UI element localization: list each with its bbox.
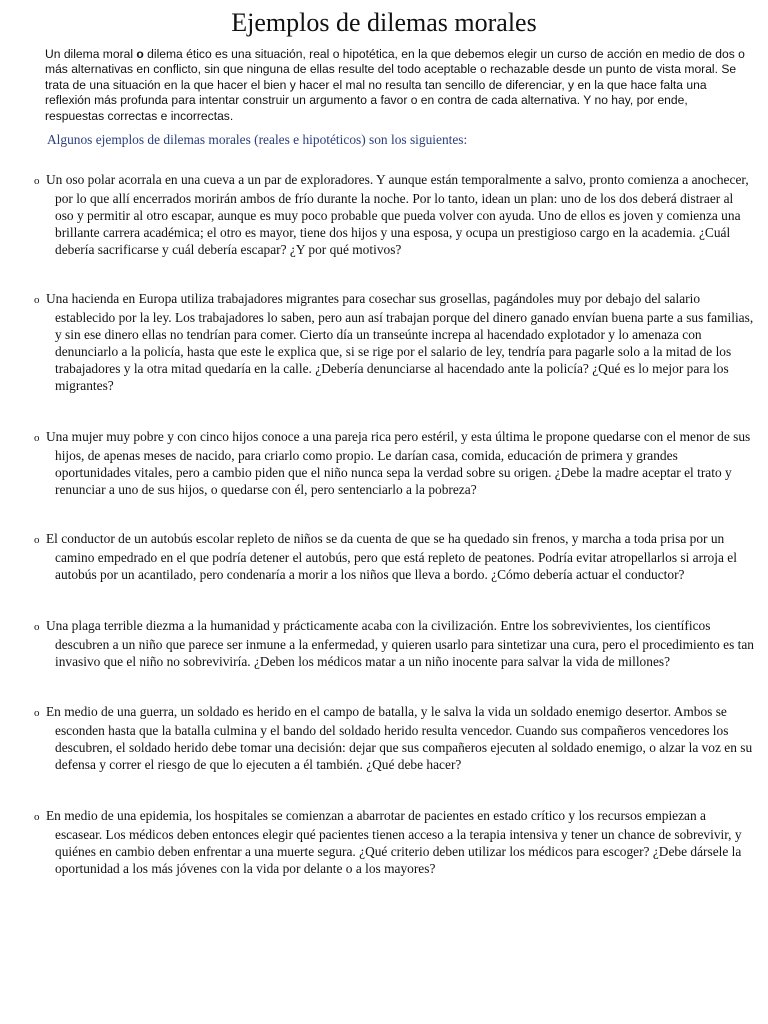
bullet-icon: o	[34, 534, 40, 546]
dilemma-item-polar-bear	[34, 171, 755, 258]
dilemma-item-plague	[34, 617, 755, 670]
intro-text-rest: dilema ético es una situación, real o hipotética, en la que debemos elegir un curso de acción en medio de dos o más alternativas en conflicto, sin que ninguna de ellas resulte del todo aceptable o rechazable desde un punto de vista moral. Se trata de una situación en la que hacer el bien y hacer el mal no resulta tan sencillo de diferenciar, y en la que hace falta una reflexión más profunda para intentar construir un argumento a favor o en contra de cada alternativa. Y no hay, por ende, respuestas correctas e incorrectas.	[45, 47, 745, 123]
dilemma-item-school-bus	[34, 530, 755, 583]
dilemma-item-adoption	[34, 428, 755, 498]
dilemma-text: Una plaga terrible diezma a la humanidad y prácticamente acaba con la civilización. Entre los sobrevivientes, los científicos descubren a un niño que parece ser inmune a la enfermedad, y quieren usarlo para sintetizar una cura, pero el procedimiento es tan invasivo que el niño no sobreviviría. ¿Deben los médicos matar a un niño inocente para salvar la vida de millones?	[46, 618, 754, 669]
bullet-icon: o	[34, 175, 40, 187]
dilemma-text: En medio de una epidemia, los hospitales se comienzan a abarrotar de pacientes en estado crítico y los recursos empiezan a escasear. Los médicos deben entonces elegir qué pacientes tienen acceso a la terapia intensiva y tener un chance de sobrevivir, y quiénes en cambio deben enfrentar a una muerte segura. ¿Qué criterio deben utilizar los médicos para escoger? ¿Debe dársele la oportunidad a los más jóvenes con la vida por delante o a los mayores?	[46, 808, 742, 876]
dilemma-item-war	[34, 703, 755, 773]
dilemma-text: En medio de una guerra, un soldado es herido en el campo de batalla, y le salva la vida un soldado enemigo desertor. Ambos se esconden hasta que la batalla culmina y el bando del soldado herido resulta vencedor. Cuando sus compañeros vencedores los descubren, el soldado herido debe tomar una decisión: dejar que sus compañeros ejecuten al soldado enemigo, o alzar la voz en su defensa y correr el riesgo de que lo ejecuten a él también. ¿Qué debe hacer?	[46, 704, 753, 772]
bullet-icon: o	[34, 432, 40, 444]
dilemma-text: Una mujer muy pobre y con cinco hijos conoce a una pareja rica pero estéril, y esta última le propone quedarse con el menor de sus hijos, de apenas meses de nacido, para criarlo como propio. Le darían casa, comida, educación de primera y grandes oportunidades vitales, pero a cambio piden que el niño nunca sepa la verdad sobre su origen. ¿Debe la madre aceptar el trato y renunciar a uno de sus hijos, o quedarse con él, pero sentenciarlo a la pobreza?	[46, 429, 751, 497]
dilemma-item-epidemic	[34, 807, 755, 877]
bullet-icon: o	[34, 294, 40, 306]
intro-text-start: Un dilema moral	[45, 47, 137, 61]
examples-heading: Algunos ejemplos de dilemas morales (reales e hipotéticos) son los siguientes:	[47, 132, 468, 147]
intro-paragraph	[45, 47, 745, 124]
dilemma-item-hacienda	[34, 290, 755, 394]
dilemma-text: Un oso polar acorrala en una cueva a un par de exploradores. Y aunque están temporalmente a salvo, pronto comienza a anochecer, por lo que allí encerrados morirán ambos de frío durante la noche. Por lo tanto, idean un plan: uno de los dos deberá distraer al oso y permitir al otro escapar, aunque es muy poco probable que pueda volver con ayuda. Uno de ellos es joven y comienza una brillante carrera académica; el otro es mayor, tiene dos hijos y una esposa, y ocupa un prestigioso cargo en la academia. ¿Cuál debería sacrificarse y cuál debería escapar? ¿Y por qué motivos?	[46, 172, 749, 257]
bullet-icon: o	[34, 811, 40, 823]
document-title: Ejemplos de dilemas morales	[231, 8, 537, 37]
bullet-icon: o	[34, 707, 40, 719]
dilemma-text: El conductor de un autobús escolar repleto de niños se da cuenta de que se ha quedado sin frenos, y marcha a toda prisa por un camino empedrado en el que podría detener el autobús, pero que está repleto de peatones. Podría evitar atropellarlos si arroja el autobús por un acantilado, pero condenaría a morir a los niños que lleva a bordo. ¿Cómo debería actuar el conductor?	[46, 531, 737, 582]
dilemma-text: Una hacienda en Europa utiliza trabajadores migrantes para cosechar sus grosellas, pagándoles muy por debajo del salario establecido por la ley. Los trabajadores lo saben, pero aun así trabajan porque del dinero ganado envían buena parte a sus familias, y sin ese dinero ellas no tendrían para comer. Cierto día un transeúnte increpa al hacendado explotador y lo amenaza con denunciarlo a la policía, hasta que este le explica que, si se rige por el salario de ley, tendría para pagarle solo a la mitad de los trabajadores y la otra mitad quedaría en la calle. ¿Debería denunciarse al hacendado ante la policía? ¿Qué es lo mejor para los migrantes?	[46, 291, 754, 393]
bullet-icon: o	[34, 621, 40, 633]
intro-text-bold: o	[136, 47, 144, 61]
